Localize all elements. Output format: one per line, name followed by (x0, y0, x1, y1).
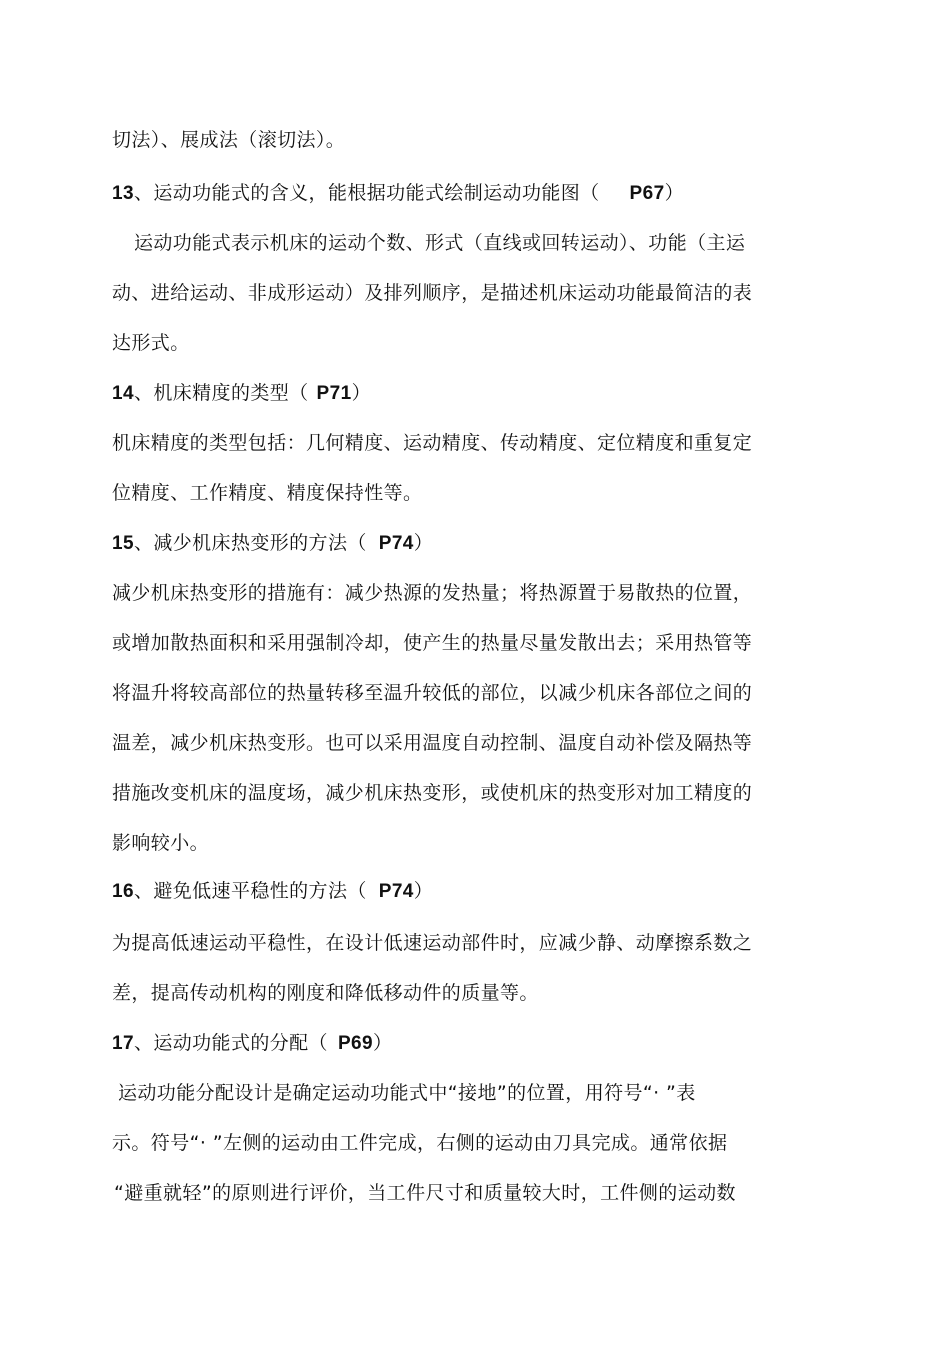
text-line: 示。符号“· ”左侧的运动由工件完成，右侧的运动由刀具完成。通常依据 (112, 1132, 728, 1154)
text-line: 运动功能式表示机床的运动个数、形式（直线或回转运动）、功能（主运 (134, 232, 746, 254)
page-reference: P69 (337, 1033, 373, 1054)
text-line: 影响较小。 (112, 832, 210, 854)
text-line: 达形式。 (112, 332, 190, 354)
page-reference: P71 (316, 383, 352, 404)
text-line: 温差，减少机床热变形。也可以采用温度自动控制、温度自动补偿及隔热等 (112, 732, 753, 754)
section-title: 、运动功能式的含义，能根据功能式绘制运动功能图（ (133, 182, 600, 204)
section-close: ） (664, 182, 684, 204)
text-line: 动、进给运动、非成形运动）及排列顺序，是描述机床运动功能最简洁的表 (112, 282, 753, 304)
section-number: 16 (112, 881, 134, 902)
section-16-heading (112, 878, 812, 905)
section-14-heading (112, 380, 812, 407)
section-number: 17 (112, 1033, 134, 1054)
section-close: ） (413, 532, 434, 554)
text-line: 切法）、展成法（滚切法）。 (112, 129, 346, 151)
section-title: 、机床精度的类型（ (133, 382, 309, 404)
section-close: ） (351, 382, 371, 404)
text-line: 机床精度的类型包括：几何精度、运动精度、传动精度、定位精度和重复定 (112, 432, 753, 454)
page-reference: P74 (378, 533, 414, 554)
text-line: 或增加散热面积和采用强制冷却，使产生的热量尽量发散出去；采用热管等 (112, 632, 753, 654)
text-line: 位精度、工作精度、精度保持性等。 (112, 482, 423, 504)
text-line: 措施改变机床的温度场，减少机床热变形，或使机床的热变形对加工精度的 (112, 782, 753, 804)
section-title: 、避免低速平稳性的方法（ (133, 880, 367, 902)
section-17-heading (112, 1030, 812, 1057)
text-line: 为提高低速运动平稳性，在设计低速运动部件时，应减少静、动摩擦系数之 (112, 932, 753, 954)
text-line: 运动功能分配设计是确定运动功能式中“接地”的位置，用符号“· ”表 (118, 1082, 696, 1104)
section-number: 13 (112, 183, 134, 204)
text-line: 差，提高传动机构的刚度和降低移动件的质量等。 (112, 982, 539, 1004)
section-number: 15 (112, 533, 134, 554)
section-close: ） (413, 880, 434, 902)
page-reference: P67 (629, 183, 665, 204)
section-number: 14 (112, 383, 134, 404)
section-title: 、运动功能式的分配（ (133, 1032, 328, 1054)
section-13-heading (112, 180, 812, 207)
section-title: 、减少机床热变形的方法（ (133, 532, 367, 554)
text-line: “避重就轻”的原则进行评价，当工件尺寸和质量较大时，工件侧的运动数 (114, 1182, 736, 1204)
text-line: 减少机床热变形的措施有：减少热源的发热量；将热源置于易散热的位置， (112, 582, 753, 604)
page-reference: P74 (378, 881, 414, 902)
section-15-heading (112, 530, 812, 557)
text-line: 将温升将较高部位的热量转移至温升较低的部位，以减少机床各部位之间的 (112, 682, 753, 704)
section-close: ） (372, 1032, 393, 1054)
